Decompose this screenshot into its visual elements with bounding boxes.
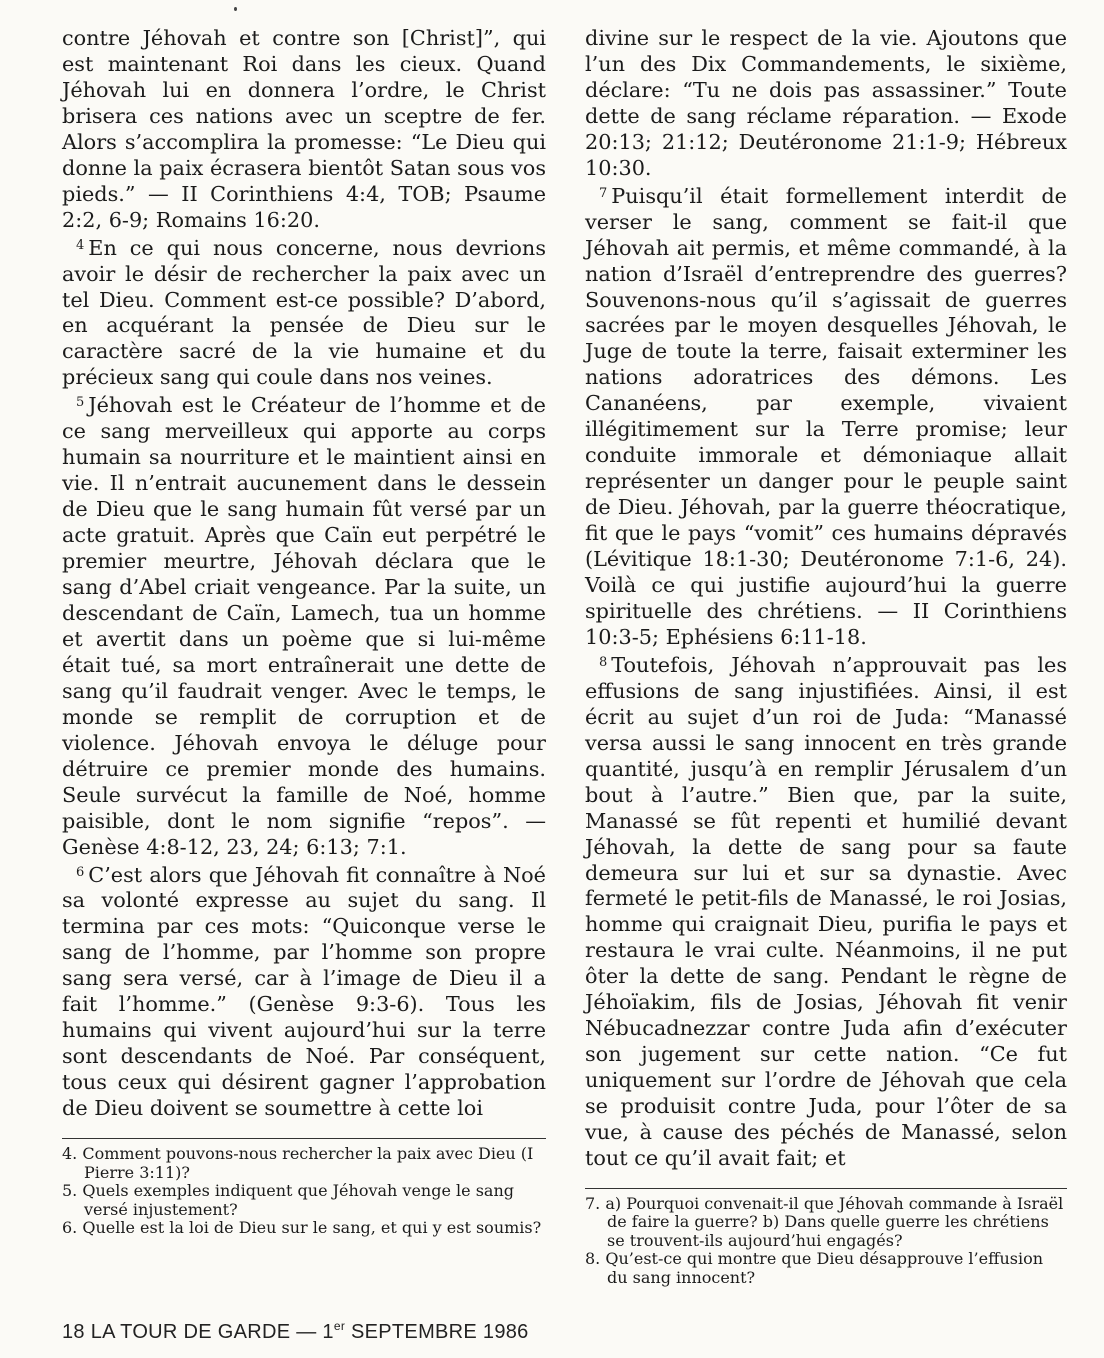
paragraph-7 xyxy=(585,184,1067,651)
paragraph-text: Jéhovah est le Créateur de l’homme et de ce sang merveilleux qui apporte au corps humain sa nourriture et le maintient ainsi en vie. Il n’entrait aucunement dans le dessein de Dieu que le sang humain fût versé par un acte gratuit. Après que Caïn eut perpétré le premier meurtre, Jéhovah déclara que le sang d’Abel criait vengeance. Par la suite, un descendant de Caïn, Lamech, tua un homme et avertit dans un poème que si lui-même était tué, sa mort entraînerait une dette de sang qu’il faudrait venger. Avec le temps, le monde se remplit de corruption et de violence. Jéhovah envoya le déluge pour détruire ce premier monde des humains. Seule survécut la famille de Noé, homme paisible, dont le nom signifie “repos”. — Genèse 4:8-12, 23, 24; 6:13; 7:1. xyxy=(62,393,546,859)
footnote-divider xyxy=(585,1188,1067,1189)
issue-month-year: SEPTEMBRE 1986 xyxy=(351,1321,529,1343)
study-question-6: 6. Quelle est la loi de Dieu sur le sang, et qui y est soumis? xyxy=(62,1218,542,1238)
paragraph-text: divine sur le respect de la vie. Ajoutons que l’un des Dix Commandements, le sixième, déclare: “Tu ne dois pas assassiner.” Toute dette de sang réclame réparation. — Exode 20:13; 21:12; Deutéronome 21:1-9; Hébreux 10:30. xyxy=(585,26,1067,180)
paragraph-text: contre Jéhovah et contre son [Christ]”, qui est maintenant Roi dans les cieux. Quand Jéhovah lui en donnera l’ordre, le Christ brisera ces nations avec un sceptre de fer. Alors s’accomplira la promesse: “Le Dieu qui donne la paix écrasera bientôt Satan sous vos pieds.” — II Corinthiens 4:4, TOB; Psaume 2:2, 6-9; Romains 16:20. xyxy=(62,26,546,232)
left-study-questions xyxy=(62,1145,546,1238)
page-footer xyxy=(62,1321,529,1344)
right-body xyxy=(585,26,1067,1172)
left-body xyxy=(62,26,546,1122)
publication-title: LA TOUR DE GARDE — xyxy=(90,1321,317,1343)
paragraph-6 xyxy=(62,863,546,1123)
paragraph-number: 5 xyxy=(76,395,85,411)
study-question-5: 5. Quels exemples indiquent que Jéhovah venge le sang versé injustement? xyxy=(62,1181,514,1219)
print-dot xyxy=(234,7,237,11)
paragraph-8 xyxy=(585,653,1067,1172)
footnote-divider xyxy=(62,1138,546,1139)
paragraph-4 xyxy=(62,236,546,392)
paragraph-text: Toutefois, Jéhovah n’approuvait pas les effusions de sang injustifiées. Ainsi, il est écrit au sujet d’un roi de Juda: “Manassé versa aussi le sang innocent en très grande quantité, jusqu’à en remplir Jérusalem d’un bout à l’autre.” Bien que, par la suite, Manassé se fût repenti et humilié devant Jéhovah, la dette de sang pour sa faute demeura sur lui et sur sa dynastie. Avec fermeté le petit-fils de Manassé, le roi Josias, homme qui craignait Dieu, purifia le pays et restaura le vrai culte. Néanmoins, il ne put ôter la dette de sang. Pendant le règne de Jéhoïakim, fils de Josias, Jéhovah fit venir Nébucadnezzar contre Juda afin d’exécuter son jugement sur cette nation. “Ce fut uniquement sur l’ordre de Jéhovah que cela se produisit contre Juda, pour l’ôter de sa vue, à cause des péchés de Manassé, selon tout ce qu’il avait fait; et xyxy=(585,652,1067,1170)
paragraph-number: 8 xyxy=(599,654,608,670)
right-study-questions xyxy=(585,1195,1067,1288)
issue-day-suffix: er xyxy=(333,1319,346,1333)
paragraph-text: En ce qui nous concerne, nous devrions avoir le désir de rechercher la paix avec un tel Dieu. Comment est-ce possible? D’abord, en acquérant la pensée de Dieu sur le caractère sacré de la vie humaine et du précieux sang qui coule dans nos veines. xyxy=(62,235,546,390)
paragraph-6-end xyxy=(585,26,1067,182)
paragraph-text: C’est alors que Jéhovah fit connaître à Noé sa volonté expresse au sujet du sang. Il termina par ces mots: “Quiconque verse le sang de l’homme, par l’homme son propre sang sera versé, car à l’image de Dieu il a fait l’homme.” (Genèse 9:3-6). Tous les humains qui vivent aujourd’hui sur la terre sont descendants de Noé. Par conséquent, tous ceux qui désirent gagner l’approbation de Dieu doivent se soumettre à cette loi xyxy=(62,862,546,1121)
left-column xyxy=(62,26,546,1238)
paragraph-number: 6 xyxy=(76,864,85,880)
issue-day: 1 xyxy=(322,1321,334,1343)
paragraph-3-end xyxy=(62,26,546,234)
paragraph-number: 4 xyxy=(76,237,85,253)
paragraph-number: 7 xyxy=(599,185,608,201)
study-question-4: 4. Comment pouvons-nous rechercher la paix avec Dieu (I Pierre 3:11)? xyxy=(62,1144,534,1182)
study-question-8: 8. Qu’est-ce qui montre que Dieu désapprouve l’effusion du sang innocent? xyxy=(585,1249,1044,1287)
page-number: 18 xyxy=(62,1321,85,1343)
right-column xyxy=(585,26,1067,1287)
study-question-7: 7. a) Pourquoi convenait-il que Jéhovah commande à Israël de faire la guerre? b) Dans quelle guerre les chrétiens se trouvent-ils aujourd’hui engagés? xyxy=(585,1193,1064,1250)
paragraph-text: Puisqu’il était formellement interdit de verser le sang, comment se fait-il que Jéhovah ait permis, et même commandé, à la nation d’Israël d’entreprendre des guerres? Souvenons-nous qu’il s’agissait de guerres sacrées par le moyen desquelles Jéhovah, le Juge de toute la terre, faisait exterminer les nations adoratrices des démons. Les Cananéens, par exemple, vivaient illégitimement sur la Terre promise; leur conduite immorale et démoniaque allait représenter un danger pour le peuple saint de Dieu. Jéhovah, par la guerre théocratique, fit que le pays “vomit” ces humains dépravés (Lévitique 18:1-30; Deutéronome 7:1-6, 24). Voilà ce qui justifie aujourd’hui la guerre spirituelle des chrétiens. — II Corinthiens 10:3-5; Ephésiens 6:11-18. xyxy=(585,183,1067,649)
paragraph-5 xyxy=(62,393,546,860)
